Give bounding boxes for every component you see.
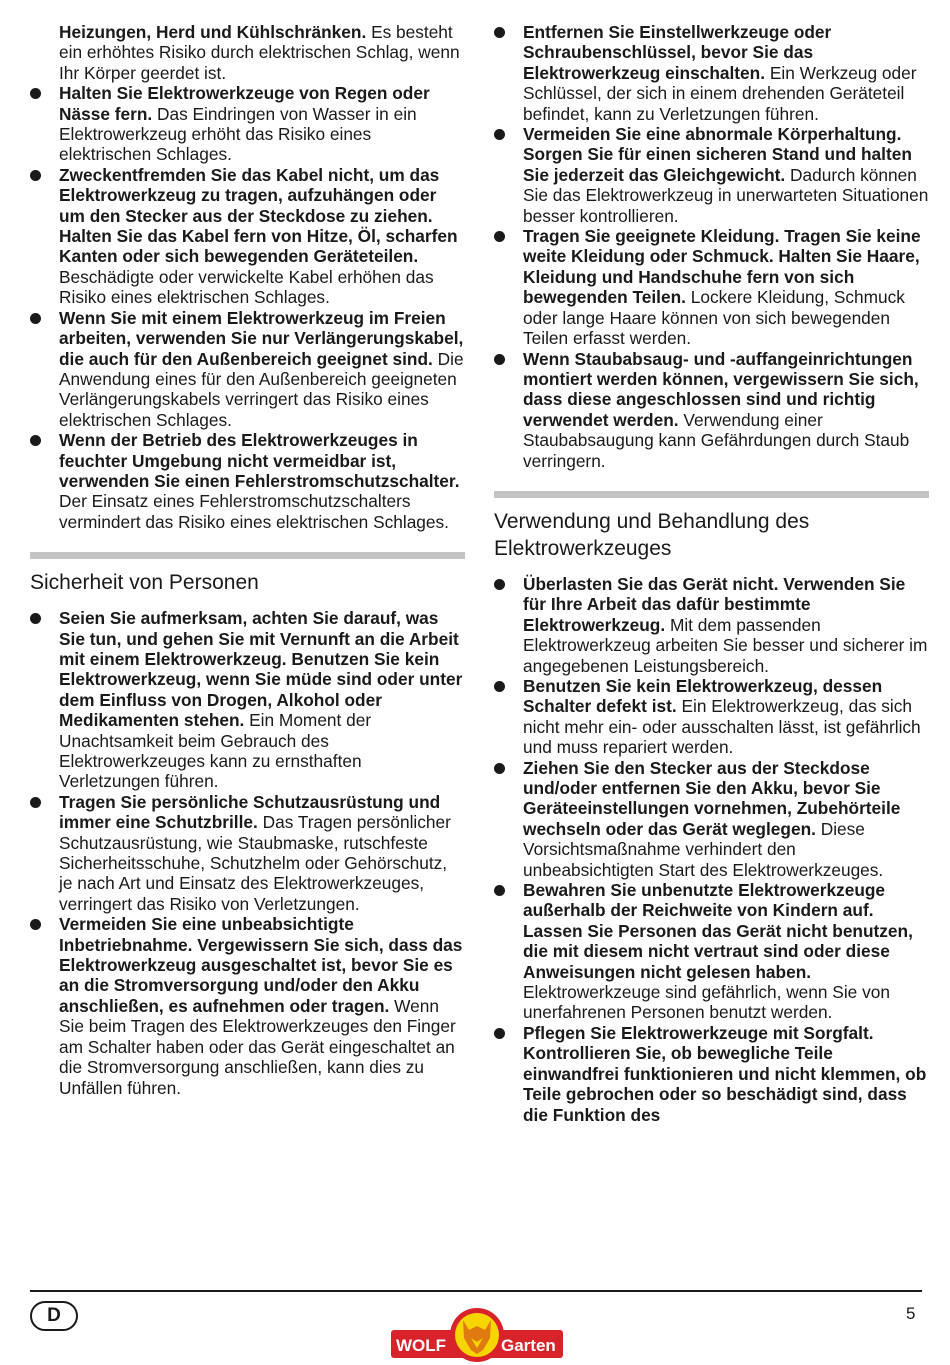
list-item: Vermeiden Sie eine abnormale Körperhaltung. Sorgen Sie für einen sicheren Stand und halten Sie jederzeit das Gleichgewicht. Dadurch können Sie das Elektrowerkzeug in unerwarteten Situationen besser kontrollieren. xyxy=(494,124,929,226)
list-item: Bewahren Sie unbenutzte Elektrowerkzeuge außerhalb der Reichweite von Kindern auf. Lassen Sie Personen das Gerät nicht benutzen, die mit diesem nicht vertraut sind oder diese Anweisungen nicht gelesen haben. Elektrowerkzeuge sind gefährlich, wenn Sie von unerfahrenen Personen benutzt werden. xyxy=(494,880,929,1023)
list-item: Wenn Staubabsaug- und -auffangeinrichtungen montiert werden können, vergewissern Sie sich, dass diese angeschlossen sind und richtig verwendet werden. Verwendung einer Staubabsaugung kann Gefährdungen durch Staub verringern. xyxy=(494,349,929,471)
personal-safety-list-continued xyxy=(494,22,929,471)
list-item: Vermeiden Sie eine unbeabsichtigte Inbetriebnahme. Vergewissern Sie sich, dass das Elektrowerkzeug ausgeschaltet ist, bevor Sie es an die Stromversorgung und/oder den Akku anschließen, es aufnehmen oder tragen. Wenn Sie beim Tragen des Elektrowerkzeuges den Finger am Schalter haben oder das Gerät eingeschaltet an die Stromversorgung anschließen, kann dies zu Unfällen führen. xyxy=(30,914,465,1098)
section-divider xyxy=(30,552,465,559)
logo-text-garten: Garten xyxy=(501,1336,556,1355)
list-item: Benutzen Sie kein Elektrowerkzeug, dessen Schalter defekt ist. Ein Elektrowerkzeug, das sich nicht mehr ein- oder ausschalten lässt, ist gefährlich und muss repariert werden. xyxy=(494,676,929,758)
logo-text-wolf: WOLF xyxy=(396,1336,447,1355)
footer-divider xyxy=(30,1290,922,1292)
section-heading-personal-safety: Sicherheit von Personen xyxy=(30,571,259,595)
language-badge: D xyxy=(30,1301,78,1331)
personal-safety-list xyxy=(30,608,465,1098)
list-item: Wenn Sie mit einem Elektrowerkzeug im Freien arbeiten, verwenden Sie nur Verlängerungskabel, die auch für den Außenbereich geeignet sind. Die Anwendung eines für den Außenbereich geeigneten Verlängerungskabels verringert das Risiko eines elektrischen Schlages. xyxy=(30,308,465,430)
tool-use-list xyxy=(494,574,929,1125)
list-item: Tragen Sie geeignete Kleidung. Tragen Sie keine weite Kleidung oder Schmuck. Halten Sie Haare, Kleidung und Handschuhe fern von sich bewegenden Teilen. Lockere Kleidung, Schmuck oder lange Haare können von sich bewegenden Teilen erfasst werden. xyxy=(494,226,929,348)
list-item: Ziehen Sie den Stecker aus der Steckdose und/oder entfernen Sie den Akku, bevor Sie Geräteeinstellungen vornehmen, Zubehörteile wechseln oder das Gerät weglegen. Diese Vorsichtsmaßnahme verhindert den unbeabsichtigten Start des Elektrowerkzeuges. xyxy=(494,758,929,880)
list-item: Entfernen Sie Einstellwerkzeuge oder Schraubenschlüssel, bevor Sie das Elektrowerkzeug einschalten. Ein Werkzeug oder Schlüssel, der sich in einem drehenden Geräteteil befindet, kann zu Verletzungen führen. xyxy=(494,22,929,124)
list-item: Halten Sie Elektrowerkzeuge von Regen oder Nässe fern. Das Eindringen von Wasser in ein Elektrowerkzeug erhöht das Risiko eines elektrischen Schlages. xyxy=(30,83,465,165)
electrical-safety-list xyxy=(30,83,465,532)
list-item: Seien Sie aufmerksam, achten Sie darauf, was Sie tun, und gehen Sie mit Vernunft an die Arbeit mit einem Elektrowerkzeug. Benutzen Sie kein Elektrowerkzeug, wenn Sie müde sind oder unter dem Einfluss von Drogen, Alkohol oder Medikamenten stehen. Ein Moment der Unachtsamkeit beim Gebrauch des Elektrowerkzeuges kann zu ernsthaften Verletzungen führen. xyxy=(30,608,465,792)
list-item: Tragen Sie persönliche Schutzausrüstung und immer eine Schutzbrille. Das Tragen persönlicher Schutzausrüstung, wie Staubmaske, rutschfeste Sicherheitsschuhe, Schutzhelm oder Gehörschutz, je nach Art und Einsatz des Elektrowerkzeuges, verringert das Risiko von Verletzungen. xyxy=(30,792,465,914)
intro-paragraph: Heizungen, Herd und Kühlschränken. Es besteht ein erhöhtes Risiko durch elektrischen Schlag, wenn Ihr Körper geerdet ist. xyxy=(59,22,460,83)
section-heading-tool-use: Verwendung und Behandlung des Elektrowerkzeuges xyxy=(494,509,810,560)
right-column xyxy=(494,22,929,1125)
list-item: Überlasten Sie das Gerät nicht. Verwenden Sie für Ihre Arbeit das dafür bestimmte Elektrowerkzeug. Mit dem passenden Elektrowerkzeug arbeiten Sie besser und sicherer im angegebenen Leistungsbereich. xyxy=(494,574,929,676)
section-divider xyxy=(494,491,929,498)
list-item: Pflegen Sie Elektrowerkzeuge mit Sorgfalt. Kontrollieren Sie, ob bewegliche Teile einwandfrei funktionieren und nicht klemmen, ob Teile gebrochen oder so beschädigt sind, dass die Funktion des xyxy=(494,1023,929,1125)
left-column xyxy=(30,22,465,1098)
page-number: 5 xyxy=(906,1304,916,1323)
wolf-garten-logo xyxy=(391,1304,563,1362)
list-item: Wenn der Betrieb des Elektrowerkzeuges in feuchter Umgebung nicht vermeidbar ist, verwenden Sie einen Fehlerstromschutzschalter. Der Einsatz eines Fehlerstromschutzschalters vermindert das Risiko eines elektrischen Schlages. xyxy=(30,430,465,532)
list-item: Zweckentfremden Sie das Kabel nicht, um das Elektrowerkzeug zu tragen, aufzuhängen oder um den Stecker aus der Steckdose zu ziehen. Halten Sie das Kabel fern von Hitze, Öl, scharfen Kanten oder sich bewegenden Geräteteilen. Beschädigte oder verwickelte Kabel erhöhen das Risiko eines elektrischen Schlages. xyxy=(30,165,465,308)
